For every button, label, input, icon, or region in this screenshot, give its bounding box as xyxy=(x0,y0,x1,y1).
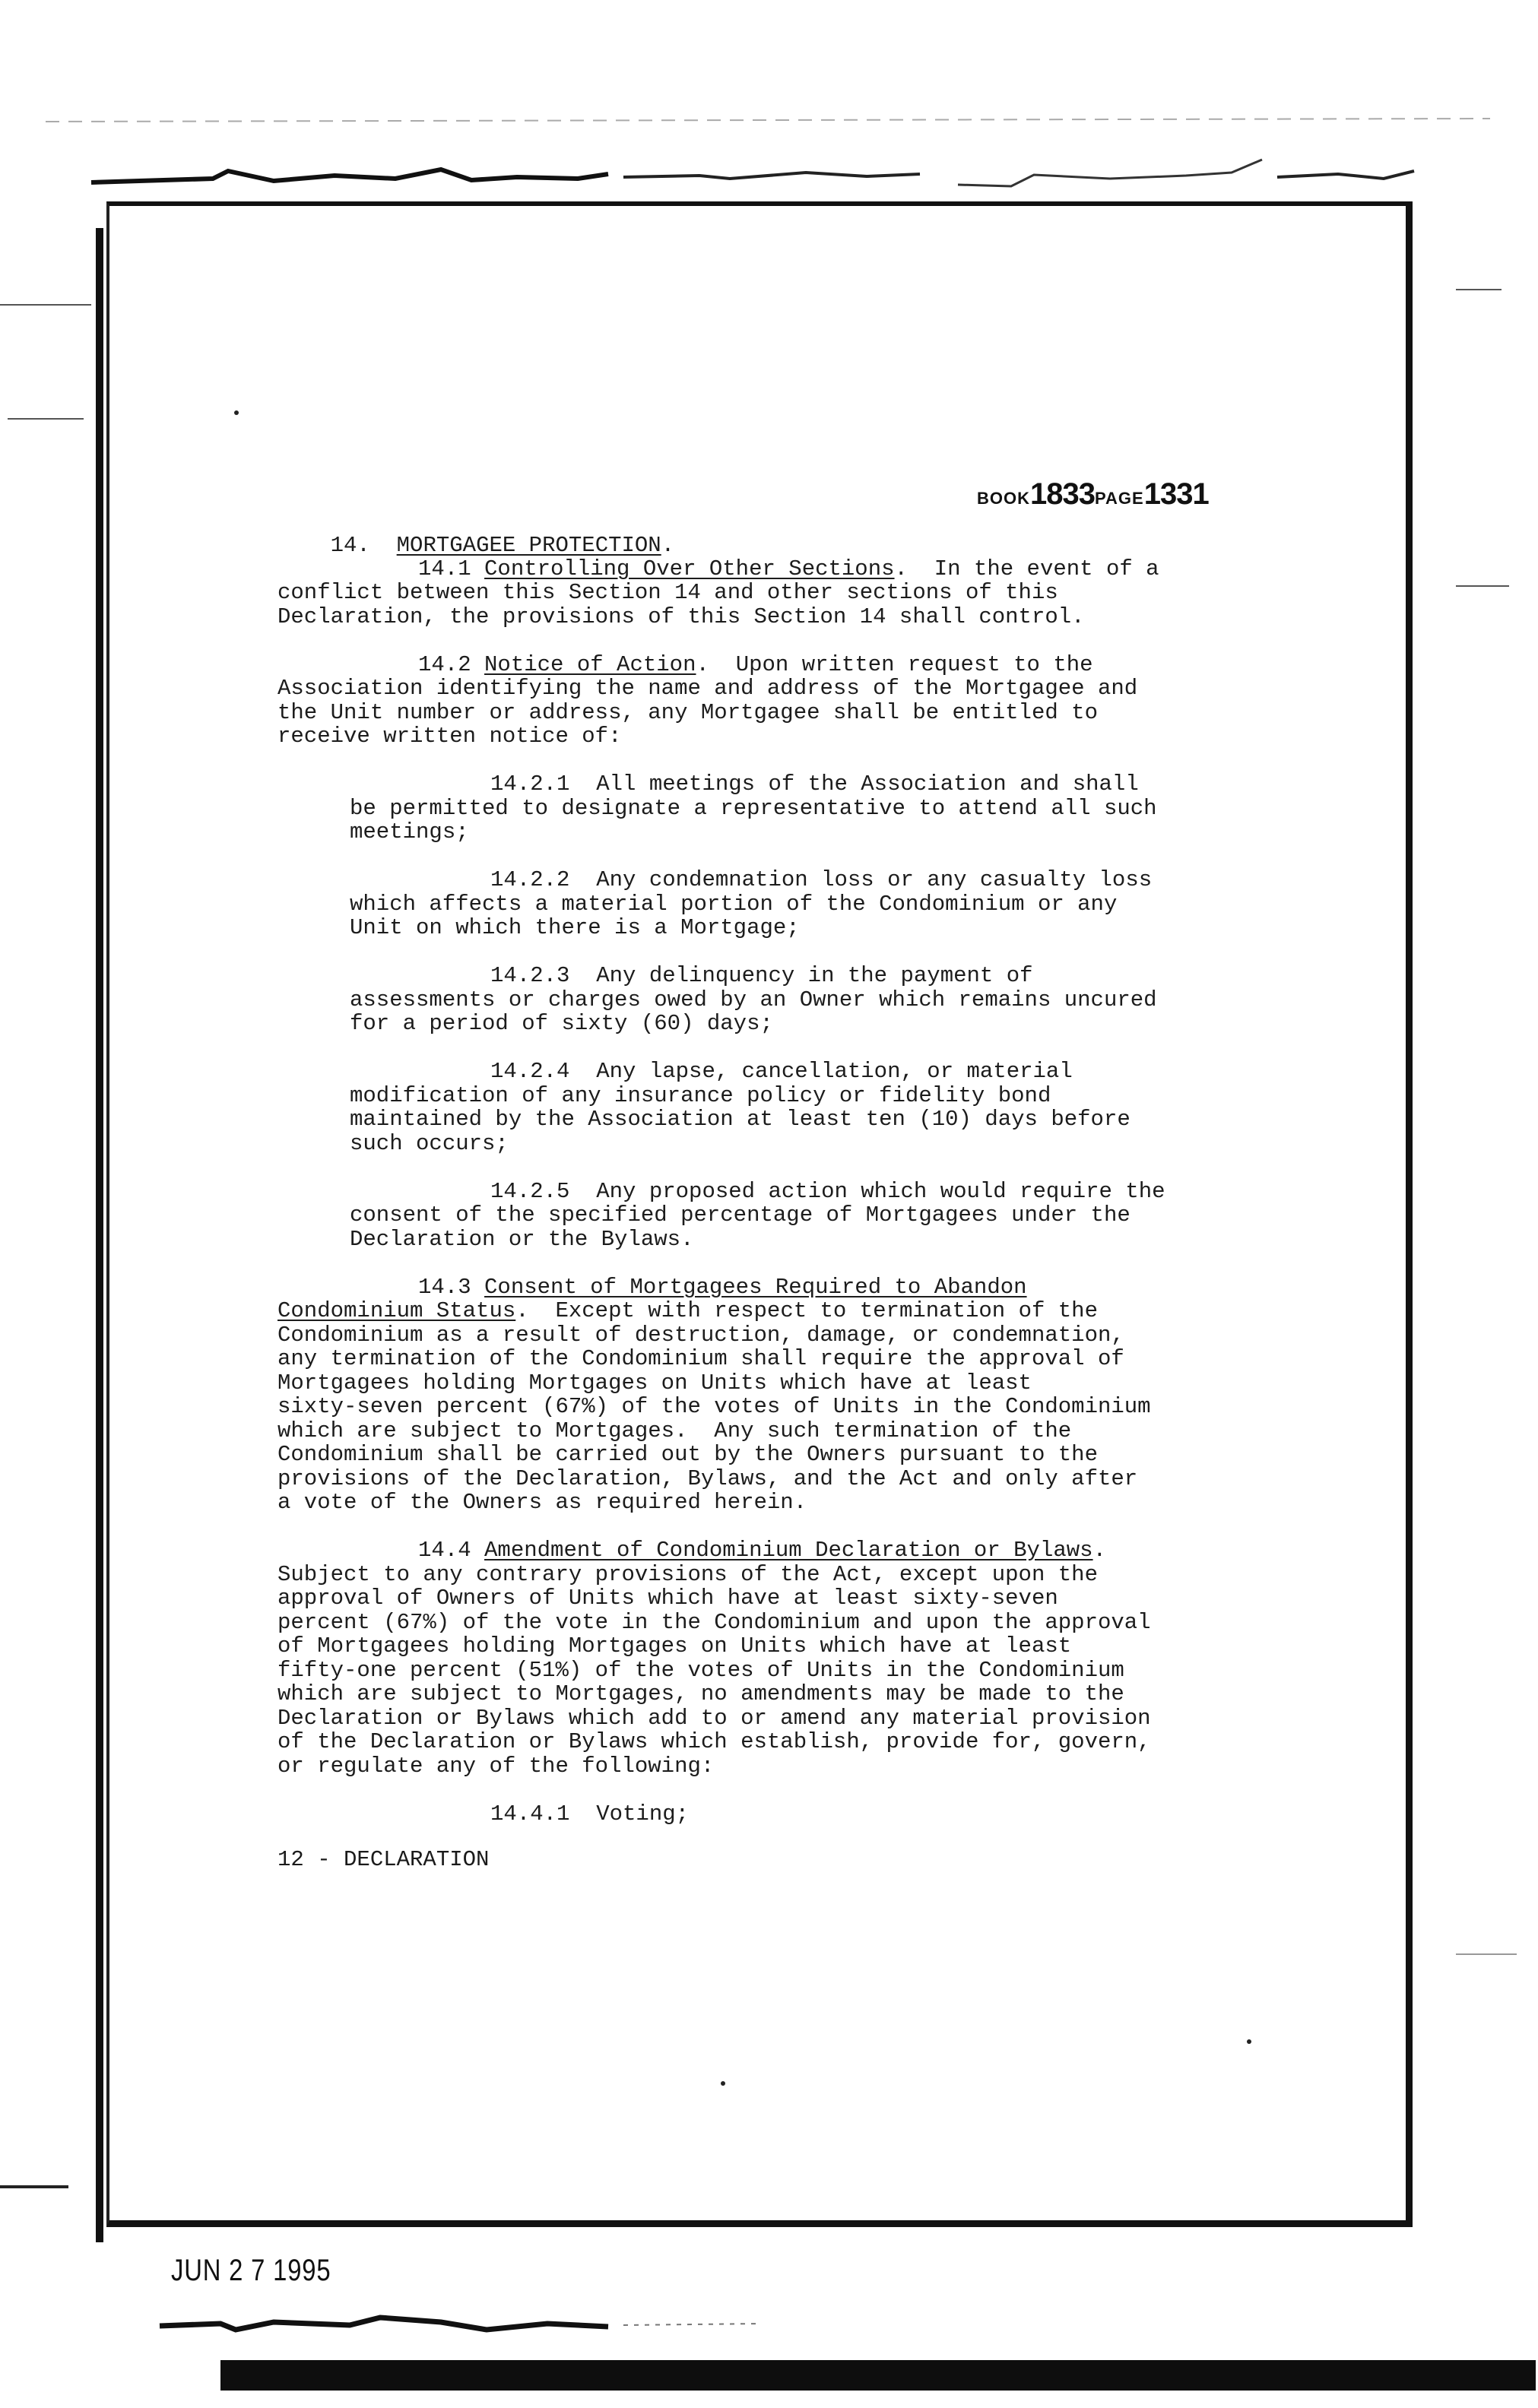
scan-bottom-illegible-stamp xyxy=(152,2307,775,2337)
scan-mark xyxy=(1456,585,1509,587)
paragraph-14-1-line: 14.1 Controlling Over Other Sections. In the event of a xyxy=(418,556,1159,581)
subparagraph-14-2-2: which affects a material portion of the Condominium or any xyxy=(350,892,1118,917)
subparagraph-14-2-3: assessments or charges owed by an Owner which remains uncured xyxy=(350,987,1157,1012)
paragraph-14-2-line: the Unit number or address, any Mortgagee shall be entitled to xyxy=(277,700,1098,725)
scan-speck xyxy=(721,2081,725,2086)
subparagraph-14-2-5: Declaration or the Bylaws. xyxy=(350,1227,694,1252)
scan-mark xyxy=(1456,1953,1517,1955)
scan-mark xyxy=(8,418,84,420)
paragraph-14-2-line: receive written notice of: xyxy=(277,724,622,749)
scan-mark xyxy=(0,2185,68,2188)
paragraph-14-3-line: provisions of the Declaration, Bylaws, and the Act and only after xyxy=(277,1466,1138,1491)
book-number: 1833 xyxy=(1030,477,1095,511)
subparagraph-14-2-5: consent of the specified percentage of Mortgagees under the xyxy=(350,1202,1131,1228)
section-heading-title: MORTGAGEE PROTECTION xyxy=(396,532,661,558)
paragraph-14-3-line: which are subject to Mortgages. Any such termination of the xyxy=(277,1418,1072,1443)
paragraph-14-4-line: of Mortgagees holding Mortgages on Units which have at least xyxy=(277,1633,1072,1659)
scan-faint-top-line xyxy=(46,114,1490,129)
page-number: 1331 xyxy=(1143,477,1209,511)
subparagraph-14-2-4: modification of any insurance policy or fidelity bond xyxy=(350,1083,1051,1108)
scan-top-edge-artifact xyxy=(46,156,1498,194)
scan-speck xyxy=(234,410,239,415)
paragraph-14-4-line: approval of Owners of Units which have at least sixty-seven xyxy=(277,1586,1058,1611)
paragraph-14-2-line: 14.2 Notice of Action. Upon written request to the xyxy=(418,652,1093,677)
book-page-stamp xyxy=(977,477,1209,512)
paragraph-14-2-line: Association identifying the name and address of the Mortgagee and xyxy=(277,676,1138,701)
paragraph-14-3-line: Condominium as a result of destruction, damage, or condemnation, xyxy=(277,1323,1124,1348)
subparagraph-14-2-2: 14.2.2 Any condemnation loss or any casualty loss xyxy=(490,867,1153,892)
subparagraph-14-2-1: meetings; xyxy=(350,819,469,844)
paragraph-14-4-line: Declaration or Bylaws which add to or amend any material provision xyxy=(277,1706,1151,1731)
paragraph-14-3-line: any termination of the Condominium shall require the approval of xyxy=(277,1346,1124,1371)
page-label: PAGE xyxy=(1094,489,1144,508)
scan-speck xyxy=(1247,2039,1251,2044)
subparagraph-14-2-4: 14.2.4 Any lapse, cancellation, or material xyxy=(490,1059,1073,1084)
section-heading: 14. MORTGAGEE PROTECTION. xyxy=(330,532,675,558)
paragraph-14-3-line: a vote of the Owners as required herein. xyxy=(277,1490,807,1515)
paragraph-14-4-line: or regulate any of the following: xyxy=(277,1754,715,1779)
book-label: BOOK xyxy=(977,489,1030,508)
document-body xyxy=(277,509,1220,1850)
paragraph-14-3-line: Condominium Status. Except with respect to termination of the xyxy=(277,1298,1098,1323)
page-footer-label: 12 - DECLARATION xyxy=(277,1847,490,1872)
paragraph-14-3-line: 14.3 Consent of Mortgagees Required to Abandon xyxy=(418,1275,1027,1300)
subparagraph-14-2-4: such occurs; xyxy=(350,1131,509,1156)
scan-left-edge-bar xyxy=(96,228,103,2242)
scan-mark xyxy=(0,304,91,306)
paragraph-14-3-line: Mortgagees holding Mortgages on Units which have at least xyxy=(277,1370,1032,1396)
subparagraph-14-2-3: for a period of sixty (60) days; xyxy=(350,1011,773,1036)
subparagraph-14-2-2: Unit on which there is a Mortgage; xyxy=(350,915,800,940)
subparagraph-14-2-1: 14.2.1 All meetings of the Association and shall xyxy=(490,772,1139,797)
paragraph-14-1-line: Declaration, the provisions of this Section 14 shall control. xyxy=(277,604,1085,629)
paragraph-14-4-line: of the Declaration or Bylaws which establish, provide for, govern, xyxy=(277,1729,1151,1754)
scan-bottom-edge-bar xyxy=(220,2360,1536,2391)
scan-mark xyxy=(1456,289,1502,290)
paragraph-14-4-line: fifty-one percent (51%) of the votes of Units in the Condominium xyxy=(277,1658,1124,1683)
subparagraph-14-2-3: 14.2.3 Any delinquency in the payment of xyxy=(490,963,1033,988)
paragraph-14-4-line: which are subject to Mortgages, no amendments may be made to the xyxy=(277,1681,1124,1706)
subparagraph-14-4-1: 14.4.1 Voting; xyxy=(490,1801,690,1827)
paragraph-14-4-line: Subject to any contrary provisions of the Act, except upon the xyxy=(277,1562,1098,1587)
paragraph-14-4-line: percent (67%) of the vote in the Condominium and upon the approval xyxy=(277,1610,1151,1635)
paragraph-14-3-line: Condominium shall be carried out by the Owners pursuant to the xyxy=(277,1442,1098,1467)
subparagraph-14-2-5: 14.2.5 Any proposed action which would require the xyxy=(490,1179,1165,1204)
paragraph-14-4-line: 14.4 Amendment of Condominium Declaration or Bylaws. xyxy=(418,1538,1106,1563)
paragraph-14-3-line: sixty-seven percent (67%) of the votes of Units in the Condominium xyxy=(277,1394,1151,1419)
subparagraph-14-2-4: maintained by the Association at least ten (10) days before xyxy=(350,1107,1131,1132)
paragraph-14-1-line: conflict between this Section 14 and other sections of this xyxy=(277,580,1058,605)
subparagraph-14-2-1: be permitted to designate a representative to attend all such xyxy=(350,796,1157,821)
recording-date-stamp: JUN 2 7 1995 xyxy=(171,2254,331,2287)
